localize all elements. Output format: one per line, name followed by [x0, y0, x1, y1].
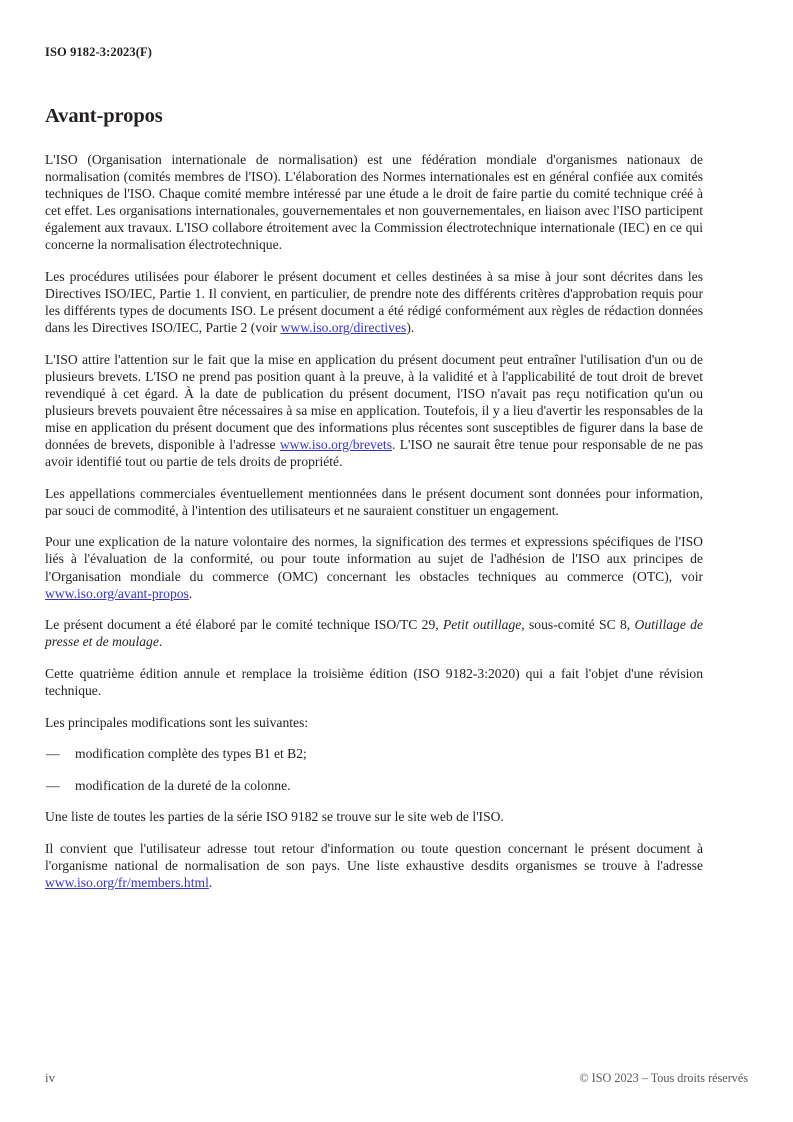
paragraph-iso-description: L'ISO (Organisation internationale de normalisation) est une fédération mondiale d'organismes nationaux de normalisation (comités membres de l'ISO). L'élaboration des Normes internationales est en général confiée aux comités techniques de l'ISO. Chaque comité membre intéressé par une étude a le droit de faire partie du comité technique créé à cet effet. Les organisations internationales, gouvernementales et non gouvernementales, en liaison avec l'ISO participent également aux travaux. L'ISO collabore étroitement avec la Commission électrotechnique internationale (IEC) en ce qui concerne la normalisation électrotechnique.	[45, 151, 703, 253]
paragraph-voluntary-nature-text-before: Pour une explication de la nature volontaire des normes, la signification des termes et expressions spécifiques de l'ISO liés à l'évaluation de la conformité, ou pour toute information au sujet de l'adhésion de l'ISO aux principes de l'Organisation mondiale du commerce (OMC) concernant les obstacles techniques au commerce (OTC), voir	[45, 534, 703, 584]
paragraph-patents-text-before: L'ISO attire l'attention sur le fait que la mise en application du présent document peut entraîner l'utilisation d'un ou de plusieurs brevets. L'ISO ne prend pas position quant à la preuve, à la validité et à l'applicabilité de tout droit de brevet revendiqué à cet égard. À la date de publication du présent document, l'ISO n'avait pas reçu notification qu'un ou plusieurs brevets pouvaient être nécessaires à sa mise en application. Toutefois, il y a lieu d'avertir les responsables de la mise en application du présent document que des informations plus récentes sont susceptibles de figurer dans la base de données de brevets, disponible à l'adresse	[45, 351, 703, 452]
em-dash-bullet-icon: —	[46, 777, 60, 793]
paragraph-voluntary-nature	[45, 533, 703, 601]
link-iso-brevets[interactable]: www.iso.org/brevets	[279, 437, 392, 452]
subcommittee-title-italic: Outillage de presse et de moulage	[45, 617, 703, 650]
em-dash-bullet-icon: —	[46, 746, 60, 762]
paragraph-changes-intro: Les principales modifications sont les suivantes:	[45, 714, 309, 730]
paragraph-procedures	[45, 268, 703, 336]
list-item	[45, 745, 703, 762]
paragraph-feedback-text-before: Il convient que l'utilisateur adresse tout retour d'information ou toute question concernant le présent document à l'organisme national de normalisation de son pays. Une liste exhaustive desdits organismes se trouve à l'adresse	[45, 841, 703, 874]
paragraph-committee-part3: .	[158, 634, 163, 650]
document-content	[45, 104, 703, 906]
paragraph-feedback	[45, 840, 703, 891]
paragraph-procedures-text-before: Les procédures utilisées pour élaborer le présent document et celles destinées à sa mise à jour sont décrites dans les Directives ISO/IEC, Partie 1. Il convient, en particulier, de prendre note des différents critères d'approbation requis pour les différents types de documents ISO. Le présent document a été rédigé conformément aux règles de rédaction données dans les Directives ISO/IEC, Partie 2 (voir	[45, 268, 703, 335]
footer-copyright: © ISO 2023 – Tous droits réservés	[579, 1071, 748, 1085]
paragraph-procedures-text-after: ).	[406, 319, 415, 335]
footer-page-number: iv	[45, 1070, 56, 1085]
paragraph-patents	[45, 351, 703, 471]
paragraph-series-list: Une liste de toutes les parties de la série ISO 9182 se trouve sur le site web de l'ISO.	[45, 809, 504, 825]
paragraph-trade-names: Les appellations commerciales éventuellement mentionnées dans le présent document sont données pour information, par souci de commodité, à l'intention des utilisateurs et ne sauraient constituer un engagement.	[45, 485, 703, 518]
changes-list	[45, 745, 703, 794]
list-item	[45, 777, 703, 794]
page-title: Avant-propos	[45, 105, 163, 127]
page-footer	[45, 1070, 748, 1090]
paragraph-committee-part2: , sous-comité SC 8,	[521, 617, 635, 633]
document-header: ISO 9182-3:2023(F)	[45, 45, 153, 59]
link-iso-avant-propos[interactable]: www.iso.org/avant-propos	[45, 585, 189, 601]
paragraph-feedback-text-after: .	[208, 875, 213, 891]
paragraph-committee-part1: Le présent document a été élaboré par le comité technique ISO/TC 29,	[45, 617, 443, 633]
committee-title-italic: Petit outillage	[442, 617, 522, 633]
list-item-label: modification de la dureté de la colonne.	[75, 777, 291, 793]
paragraph-patents-text-after: . L'ISO ne saurait être tenue pour responsable de ne pas avoir identifié tout ou partie de tels droits de propriété.	[45, 437, 703, 470]
paragraph-voluntary-nature-text-after: .	[188, 585, 193, 601]
paragraph-committee	[45, 616, 703, 650]
paragraph-edition: Cette quatrième édition annule et remplace la troisième édition (ISO 9182-3:2020) qui a fait l'objet d'une révision technique.	[45, 665, 703, 699]
link-iso-members[interactable]: www.iso.org/fr/members.html	[45, 875, 209, 891]
link-iso-directives[interactable]: www.iso.org/directives	[280, 319, 407, 335]
list-item-label: modification complète des types B1 et B2;	[75, 746, 307, 762]
